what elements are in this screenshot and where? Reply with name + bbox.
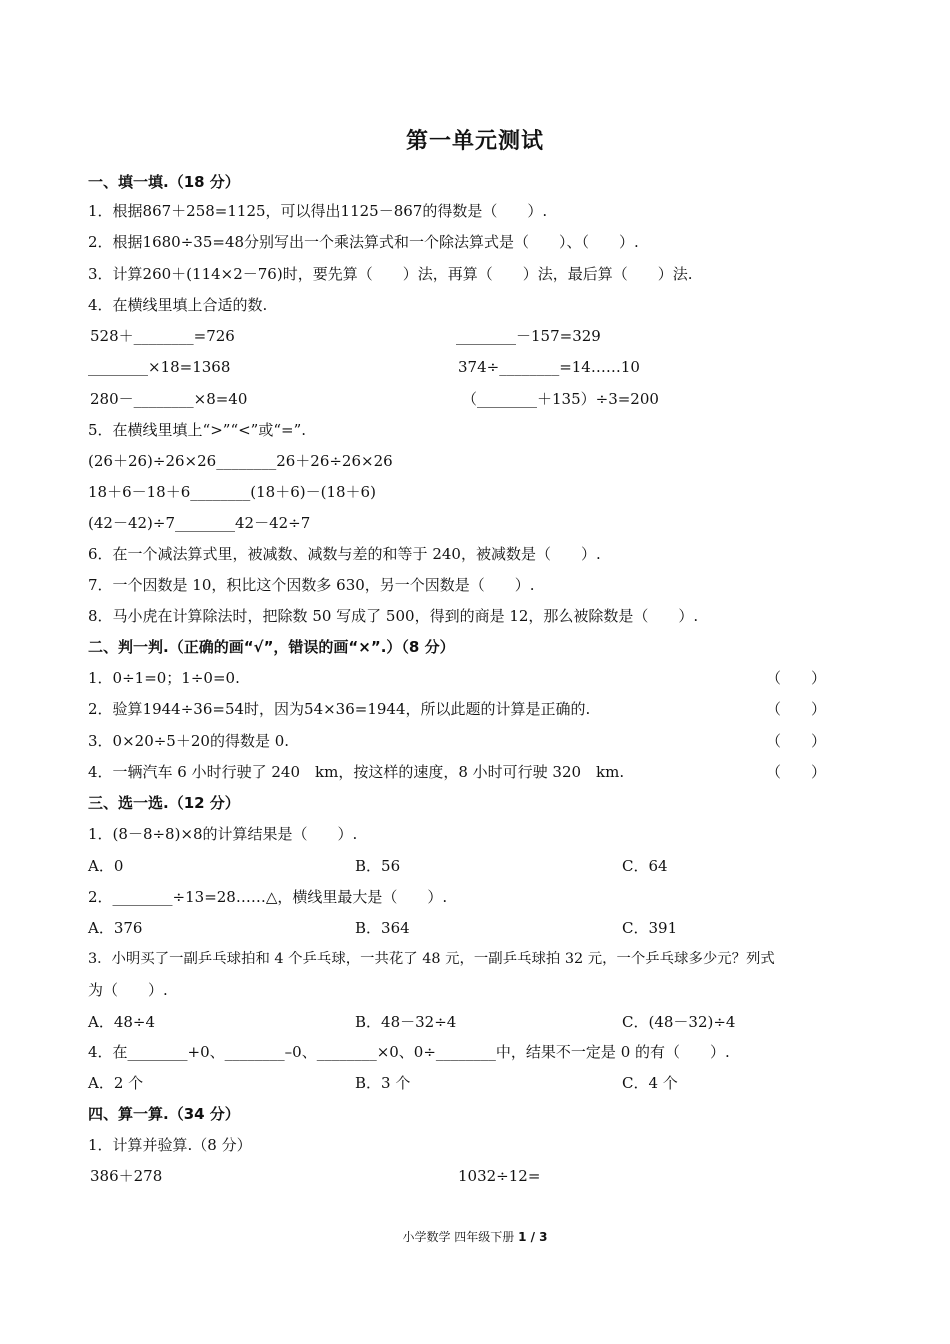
option-c: C．64	[622, 857, 668, 875]
question-1-7: 7．一个因数是 10，积比这个因数多 630，另一个因数是（ ）.	[88, 576, 535, 594]
question-1-8: 8．马小虎在计算除法时，把除数 50 写成了 500，得到的商是 12，那么被除数是（ ）.	[88, 607, 699, 625]
option-b: B．48－32÷4	[355, 1013, 457, 1031]
judge-item: 2．验算1944÷36=54时，因为54×36=1944，所以此题的计算是正确的.	[88, 700, 591, 718]
answer-paren: （ ）	[766, 732, 827, 750]
choice-question-2: 2．________÷13=28……△，横线里最大是（ ）.	[88, 888, 448, 906]
option-c: C．4 个	[622, 1074, 678, 1092]
question-1-5: 5．在横线里填上“>”“<”或“=”.	[88, 421, 307, 439]
option-a: A．376	[88, 919, 143, 937]
option-c: C．391	[622, 919, 678, 937]
judge-item: 1．0÷1=0；1÷0=0.	[88, 669, 240, 687]
question-1-2: 2．根据1680÷35=48分别写出一个乘法算式和一个除法算式是（ ）、（ ）.	[88, 233, 639, 251]
page-number: 1 / 3	[518, 1230, 548, 1244]
judge-item: 4．一辆汽车 6 小时行驶了 240 km，按这样的速度，8 小时可行驶 320 km.	[88, 763, 625, 781]
section-heading-3: 三、选一选.（12 分）	[88, 794, 240, 812]
question-1-6: 6．在一个减法算式里，被减数、减数与差的和等于 240，被减数是（ ）.	[88, 545, 601, 563]
section-heading-2: 二、判一判.（正确的画“√”，错误的画“×”.）（8 分）	[88, 638, 455, 656]
calc-question-1: 1．计算并验算.（8 分）	[88, 1136, 252, 1154]
choice-question-3: 3．小明买了一副乒乓球拍和 4 个乒乓球，一共花了 48 元，一副乒乓球拍 32 元，一个乒乓球多少元？列式	[88, 951, 775, 967]
compare-item: (26＋26)÷26×26________26＋26÷26×26	[88, 452, 393, 470]
calc-item: 386＋278	[90, 1167, 163, 1185]
option-a: A．48÷4	[88, 1013, 156, 1031]
choice-question-1: 1．(8－8÷8)×8的计算结果是（ ）.	[88, 825, 358, 843]
judge-item: 3．0×20÷5＋20的得数是 0.	[88, 732, 290, 750]
fill-item: 280－________×8=40	[90, 390, 248, 408]
fill-item: ________×18=1368	[88, 358, 231, 376]
page-title: 第一单元测试	[405, 129, 544, 154]
choice-question-3-cont: 为（ ）.	[88, 981, 168, 999]
option-a: A．2 个	[88, 1074, 144, 1092]
option-b: B．3 个	[355, 1074, 411, 1092]
option-b: B．364	[355, 919, 410, 937]
fill-item: （________＋135）÷3=200	[462, 390, 659, 408]
fill-item: ________－157=329	[456, 327, 601, 345]
option-c: C．(48－32)÷4	[622, 1013, 736, 1031]
compare-item: (42－42)÷7________42－42÷7	[88, 514, 311, 532]
question-1-1: 1．根据867＋258=1125，可以得出1125－867的得数是（ ）.	[88, 202, 548, 220]
section-heading-1: 一、填一填.（18 分）	[88, 173, 240, 191]
section-heading-4: 四、算一算.（34 分）	[88, 1105, 240, 1123]
fill-item: 374÷________=14……10	[458, 358, 640, 376]
question-1-3: 3．计算260＋(114×2－76)时，要先算（ ）法，再算（ ）法，最后算（ ）法.	[88, 265, 693, 283]
calc-item: 1032÷12=	[458, 1167, 541, 1185]
choice-question-4: 4．在________+0、________–0、________×0、0÷________中，结果不一定是 0 的有（ ）.	[88, 1043, 730, 1061]
question-1-4: 4．在横线里填上合适的数.	[88, 296, 268, 314]
answer-paren: （ ）	[766, 669, 827, 687]
option-a: A．0	[88, 857, 124, 875]
answer-paren: （ ）	[766, 763, 827, 781]
compare-item: 18＋6－18＋6________(18＋6)－(18＋6)	[88, 483, 376, 501]
answer-paren: （ ）	[766, 700, 827, 718]
option-b: B．56	[355, 857, 401, 875]
page-footer	[0, 1228, 950, 1245]
fill-item: 528＋________=726	[90, 327, 235, 345]
footer-text: 小学数学 四年级下册	[402, 1230, 519, 1244]
